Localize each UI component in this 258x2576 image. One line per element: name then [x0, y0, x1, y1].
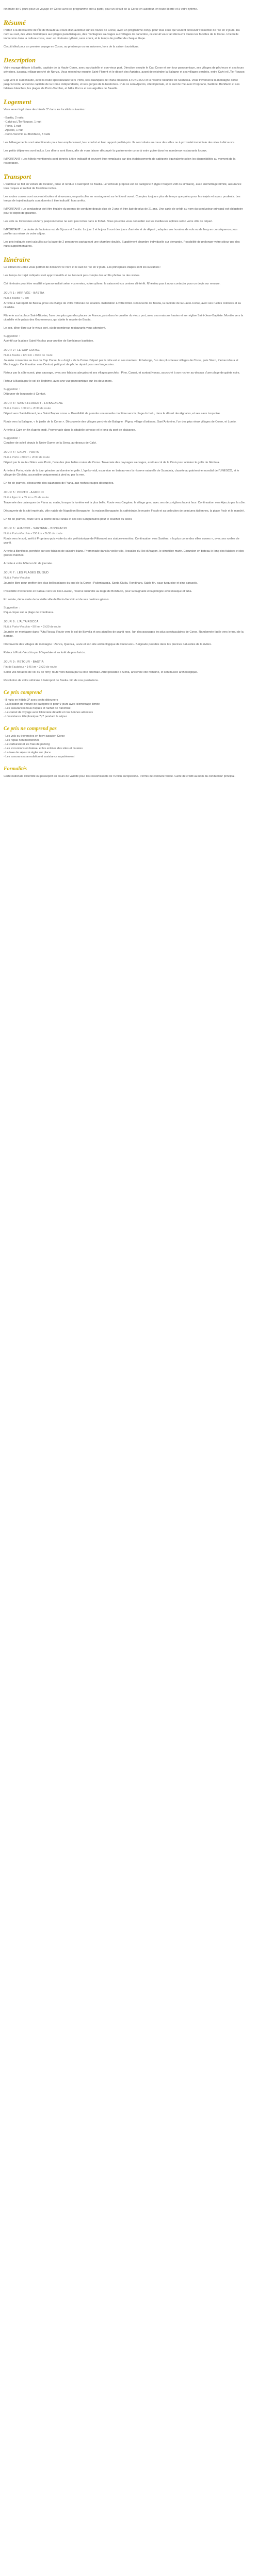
day-paragraph: Restitution de votre véhicule à l'aéroport de Bastia. Fin de nos prestations. [4, 679, 99, 682]
day-title: JOUR 1 : ARRIVÉE - BASTIA [4, 292, 44, 295]
list-item: - Le carburant et les frais de parking [4, 743, 50, 746]
suggestion-label: Suggestion : [4, 388, 20, 391]
day-meta: Nuit à Bastia • 120 km • 3h30 de route [4, 354, 53, 357]
day-paragraph: En soirée, découverte de la vieille ville de Porto-Vecchio et de ses bastions génois. [4, 598, 110, 601]
list-item: - Les vols ou traversées en ferry jusqu'en Corse [4, 735, 65, 738]
section-title-formalites: Formalités [4, 766, 27, 772]
day-meta: Nuit à Bastia • 0 km [4, 297, 29, 300]
section-inclus [4, 690, 246, 719]
section-description [4, 56, 246, 91]
list-item: - Bastia, 2 nuits [4, 116, 24, 120]
day-meta: Nuit à Porto-Vecchio [4, 577, 30, 580]
list-item: - La taxe de séjour à régler sur place [4, 751, 51, 754]
section-title-transport: Transport [4, 173, 31, 180]
day-5 [4, 490, 246, 521]
section-formalites [4, 766, 246, 778]
day-paragraph: Flânerie sur la place Saint-Nicolas, l'une des plus grandes places de France, puis dans le quartier du vieux port, avec ses maisons hautes et son église Saint-Jean-Baptiste. Montée vers la citadelle et le palais des Gouverneurs, qui abrite le musée de Bastia. [4, 314, 244, 321]
transport-paragraph: Les vols ou traversées en ferry jusqu'en Corse ne sont pas inclus dans le forfait. Nous pouvons vous conseiller sur les meilleures options selon votre ville de départ. [4, 220, 213, 223]
list-item: - Ajaccio, 1 nuit [4, 129, 23, 132]
day-paragraph: Arrivée à l'aéroport de Bastia, prise en charge de votre véhicule de location. Installation à votre hôtel. Découverte de Bastia, la capitale de la Haute-Corse, avec ses ruelles colorées et sa citadelle. [4, 302, 241, 309]
day-paragraph: Découverte de la cité impériale, ville natale de Napoléon Bonaparte : la maison Bonaparte, la cathédrale, le musée Fesch et sa collection de peintures italiennes, la place Foch et le marché. [4, 510, 245, 513]
day-9 [4, 660, 246, 683]
page-content [0, 0, 250, 790]
suggestion-label: Suggestion : [4, 335, 20, 338]
day-paragraph: Retour à Bastia par le col de Teghime, avec une vue panoramique sur les deux mers. [4, 380, 113, 383]
transport-paragraph: Les prix indiqués sont calculés sur la base de 2 personnes partageant une chambre double. Supplément chambre individuelle sur demande. Possibilité de prolonger votre séjour par des nuits supplémentaires. [4, 241, 240, 248]
itineraire-paragraph: Les temps de trajet indiqués sont approximatifs et ne tiennent pas compte des arrêts photos ou des visites. [4, 274, 140, 277]
logement-paragraph: Les petits déjeuners sont inclus. Les dîners sont libres, afin de vous laisser découvrir la gastronomie corse à votre guise dans les nombreux restaurants locaux. [4, 149, 207, 152]
day-meta: Nuit à Calvi • 100 km • 2h30 de route [4, 407, 51, 410]
section-itineraire [4, 256, 246, 683]
section-logement [4, 98, 246, 165]
day-paragraph: Journée en montagne dans l'Alta Rocca. Route vers le col de Bavella et ses aiguilles de granit rose, l'un des paysages les plus spectaculaires de Corse. Randonnée facile vers le trou de la Bombe. [4, 631, 244, 638]
day-paragraph: Découverte des villages de montagne : Zonza, Quenza, Levie et son site archéologique de Cucuruzzu. Baignade possible dans les piscines naturelles de la rivière. [4, 643, 212, 646]
list-item: - Porto, 1 nuit [4, 125, 21, 128]
intro-text: Itinéraire de 9 jours pour un voyage en Corse avec ce programme prêt à partir, pour un circuit de la Corse en autotour, en toute liberté et à votre rythme. [4, 8, 198, 11]
day-paragraph: Journée consacrée au tour du Cap Corse, le « doigt » de la Corse. Départ par la côte est et ses marines : Erbalunga, l'un des plus beaux villages de Corse, puis Sisco, Pietracorbara et Macinaggio. Continuation vers Centuri, petit port de pêche réputé pour ses langoustes. [4, 359, 238, 366]
day-title: JOUR 4 : CALVI - PORTO [4, 451, 40, 454]
day-meta: Nuit à Porto • 80 km • 2h30 de route [4, 456, 50, 459]
suggestion-label: Suggestion : [4, 437, 20, 440]
day-paragraph: En fin de journée, route vers la pointe de la Parata et ses îles Sanguinaires pour le coucher du soleil. [4, 518, 133, 521]
day-paragraph: Départ par la route côtière vers Porto, l'une des plus belles routes de Corse. Traversée des paysages sauvages, arrêt au col de la Croix pour admirer le golfe de Girolata. [4, 461, 220, 464]
list-item: - Calvi ou L'Île-Rousse, 1 nuit [4, 121, 41, 124]
section-title-non-inclus: Ce prix ne comprend pas [4, 726, 57, 732]
list-item: - Les assurances tous risques et rachat de franchise [4, 707, 71, 710]
day-paragraph: Traversée des calanques de Piana au matin, lorsque la lumière est la plus belle. Route vers Cargèse, le village grec, avec ses deux églises face à face. Continuation vers Ajaccio par la côte. [4, 501, 246, 504]
day-paragraph: Le soir, dîner libre sur le vieux port, où de nombreux restaurants vous attendent. [4, 327, 106, 330]
day-paragraph: Arrivée à Porto, visite de la tour génoise qui domine le golfe. L'après-midi, excursion en bateau vers la réserve naturelle de Scandola, classée au patrimoine mondial de l'UNESCO, et le village de Girolata, accessible uniquement à pied ou par la mer. [4, 469, 239, 477]
logement-list [4, 116, 246, 137]
day-meta: Nuit à Porto-Vecchio • 90 km • 2h30 de route [4, 625, 61, 629]
section-non-inclus [4, 726, 246, 759]
transport-paragraph: IMPORTANT : Le conducteur doit être titulaire du permis de conduire depuis plus de 2 ans et être âgé de plus de 21 ans. Une carte de crédit au nom du conducteur principal est obligatoire pour le dépôt de garantie. [4, 208, 243, 215]
day-title: JOUR 9 : RETOUR - BASTIA [4, 660, 44, 664]
day-paragraph: Retour par la côte ouest, plus sauvage, avec ses falaises abruptes et ses villages perchés : Pino, Canari, et surtout Nonza, accroché à son rocher au-dessus d'une plage de galets noirs. [4, 371, 240, 375]
list-item: - 8 nuits en hôtels 3* avec petits déjeuners [4, 699, 58, 702]
resume-paragraph: Partez à la découverte de l'Île de Beauté au cours d'un autotour sur les routes de Corse, avec un programme conçu pour tous ceux qui veulent découvrir l'essentiel de l'île en 9 jours. Du nord au sud, des villes historiques aux plages paradisiaques, des montagnes sauvages aux villages de caractère, ce circuit vous fait découvrir toutes les facettes de la Corse. Une belle immersion dans la culture corse, avec un itinéraire rythmé, sans courir, et le temps de profiter de chaque étape. [4, 29, 240, 40]
suggestion-text: Pique-nique sur la plage de Rondinara. [4, 611, 54, 614]
day-meta: Fin de l'autotour • 145 km • 2h30 de route [4, 666, 57, 669]
formalites-paragraph: Carte nationale d'identité ou passeport en cours de validité pour les ressortissants de l'Union européenne. Permis de conduire valide. Carte de crédit au nom du conducteur principal. [4, 775, 235, 778]
day-title: JOUR 6 : AJACCIO - SARTÈNE - BONIFACIO [4, 527, 67, 530]
section-transport [4, 173, 246, 248]
day-paragraph: Retour à Porto-Vecchio par l'Ospedale et sa forêt de pins laricio. [4, 651, 86, 654]
day-paragraph: Route vers le sud, arrêt à Propriano puis visite du site préhistorique de Filitosa et ses statues-menhirs. Continuation vers Sartène, « la plus corse des villes corses », avec ses ruelles de granit. [4, 537, 239, 545]
logement-paragraph: IMPORTANT : Les hôtels mentionnés sont donnés à titre indicatif et peuvent être remplacés par des établissements de catégorie équivalente selon les disponibilités au moment de la réservation. [4, 158, 236, 165]
list-item: - Le carnet de voyage avec l'itinéraire détaillé et nos bonnes adresses [4, 711, 93, 714]
day-paragraph: Journée libre pour profiter des plus belles plages du sud de la Corse : Palombaggia, Santa Giulia, Rondinara. Sable fin, eaux turquoise et pins parasols. [4, 582, 198, 585]
section-title-resume: Résumé [4, 19, 26, 26]
day-paragraph: Arrivée à votre hôtel en fin de journée. [4, 562, 53, 565]
section-title-description: Description [4, 56, 36, 64]
description-paragraph: Cap vers le sud ensuite, avec la route spectaculaire vers Porto, ses calanques de Piana classées à l'UNESCO et la réserve naturelle de Scandola. Vous traverserez la montagne corse jusqu'à Corte, ancienne capitale de la Corse indépendante, et ses gorges de la Restonica. Puis ce sera Ajaccio, cité impériale, et le sud de l'île avec Propriano, Sartène, Bonifacio et ses falaises blanches, les plages de Porto-Vecchio, et l'Alta Rocca et ses aiguilles de Bavella. [4, 79, 240, 90]
day-paragraph: Selon vos horaires de vol ou de ferry, route vers Bastia par la côte orientale. Arrêt possible à Aléria, ancienne cité romaine, et son musée archéologique. [4, 671, 198, 674]
day-1 [4, 291, 246, 343]
list-item: - Porto-Vecchio ou Bonifacio, 3 nuits [4, 133, 51, 136]
day-paragraph: Route vers la Balagne, « le jardin de la Corse ». Découverte des villages perchés de Balagne : Pigna, village d'artisans, Sant'Antonino, l'un des plus vieux villages de Corse, et Lumio. [4, 420, 237, 423]
inclus-list [4, 698, 246, 719]
suggestion-text: Apéritif sur la place Saint-Nicolas pour profiter de l'ambiance bastiaise. [4, 340, 94, 343]
section-title-inclus: Ce prix comprend [4, 690, 42, 696]
day-title: JOUR 2 : LE CAP CORSE [4, 349, 40, 352]
list-item: - Les excursions en bateau et les entrées des sites et musées [4, 747, 83, 750]
day-meta: Nuit à Porto-Vecchio • 150 km • 3h30 de route [4, 532, 62, 535]
transport-paragraph: IMPORTANT : La durée de l'autotour est de 9 jours et 8 nuits. Le jour 1 et le jour 9 sont des jours d'arrivée et de départ ; adaptez vos horaires de vols ou de ferry en conséquence pour profiter au mieux de votre séjour. [4, 228, 238, 235]
section-resume [4, 19, 246, 49]
list-item: - Les repas non mentionnés [4, 739, 40, 742]
resume-paragraph: Circuit idéal pour un premier voyage en Corse, au printemps ou en automne, hors de la saison touristique. [4, 45, 139, 48]
day-title: JOUR 7 : LES PLAGES DU SUD [4, 571, 49, 574]
transport-paragraph: L'autotour se fait en voiture de location, prise et rendue à l'aéroport de Bastia. Le véhicule proposé est de catégorie B (type Peugeot 208 ou similaire), avec kilométrage illimité, assurance tous risques et rachat de franchise inclus. [4, 183, 241, 190]
day-7 [4, 571, 246, 615]
section-title-logement: Logement [4, 98, 31, 106]
day-paragraph: Arrivée à Bonifacio, perchée sur ses falaises de calcaire blanc. Promenade dans la vieille ville, l'escalier du Roi d'Aragon, le cimetière marin. Excursion en bateau le long des falaises et des grottes marines. [4, 550, 244, 557]
day-3 [4, 401, 246, 445]
logement-intro: Vous serez logé dans des hôtels 3* dans les localités suivantes : [4, 108, 86, 111]
suggestion-text: Coucher de soleil depuis la Notre-Dame de la Serra, au-dessus de Calvi. [4, 442, 97, 445]
itineraire-paragraph: Cet itinéraire peut être modifié et personnalisé selon vos envies, votre rythme, la saison et vos centres d'intérêt. N'hésitez pas à nous contacter pour un devis sur mesure. [4, 282, 221, 285]
day-4 [4, 450, 246, 485]
description-paragraph: Votre voyage débute à Bastia, capitale de la Haute-Corse, avec sa citadelle et son vieux port. Direction ensuite le Cap Corse et son tour panoramique, ses villages de pêcheurs et ses tours génoises, jusqu'au village perché de Nonza. Vous rejoindrez ensuite Saint-Florent et le désert des Agriates, avant de rejoindre la Balagne et ses villages perchés, entre Calvi et L'Île-Rousse. [4, 66, 246, 74]
day-paragraph: Départ vers Saint-Florent, le « Saint-Tropez corse ». Possibilité de prendre une navette maritime vers la plage du Lotu, dans le désert des Agriates, et ses eaux turquoise. [4, 412, 221, 415]
list-item: - La location de voiture de catégorie B pour 9 jours avec kilométrage illimité [4, 703, 100, 706]
day-paragraph: En fin de journée, découverte des calanques de Piana, aux roches rouges découpées. [4, 482, 114, 485]
day-2 [4, 348, 246, 396]
day-paragraph: Possibilité d'excursion en bateau vers les îles Lavezzi, réserve naturelle au large de Bonifacio, pour la baignade et la plongée avec masque et tuba. [4, 590, 192, 593]
suggestion-text: Déjeuner de langouste à Centuri. [4, 393, 46, 396]
day-8 [4, 620, 246, 655]
day-title: JOUR 8 : L'ALTA ROCCA [4, 620, 39, 623]
section-title-itineraire: Itinéraire [4, 256, 30, 263]
day-title: JOUR 5 : PORTO - AJACCIO [4, 491, 44, 494]
transport-paragraph: Les routes corses sont souvent étroites et sinueuses, en particulier en montagne et sur le littoral ouest. Comptez toujours plus de temps que prévu pour les trajets et soyez prudents. Les temps de trajet indiqués sont donnés à titre indicatif, hors arrêts. [4, 195, 240, 202]
list-item: - Les assurances annulation et assistance rapatriement [4, 755, 75, 758]
day-meta: Nuit à Ajaccio • 85 km • 2h de route [4, 496, 49, 499]
suggestion-label: Suggestion : [4, 606, 20, 609]
itineraire-intro: Ce circuit en Corse vous permet de découvrir le nord et le sud de l'île en 9 jours. Les principales étapes sont les suivantes : [4, 266, 162, 269]
logement-paragraph: Les hébergements sont sélectionnés pour leur emplacement, leur confort et leur rapport qualité-prix. Ils sont situés au cœur des villes ou à proximité immédiate des sites à découvrir. [4, 141, 235, 144]
list-item: - L'assistance téléphonique 7j/7 pendant le séjour [4, 715, 67, 718]
day-6 [4, 527, 246, 566]
non-inclus-list [4, 734, 246, 759]
day-paragraph: Arrivée à Calvi en fin d'après-midi. Promenade dans la citadelle génoise et le long du port de plaisance. [4, 429, 136, 432]
day-title: JOUR 3 : SAINT-FLORENT - LA BALAGNE [4, 402, 63, 405]
